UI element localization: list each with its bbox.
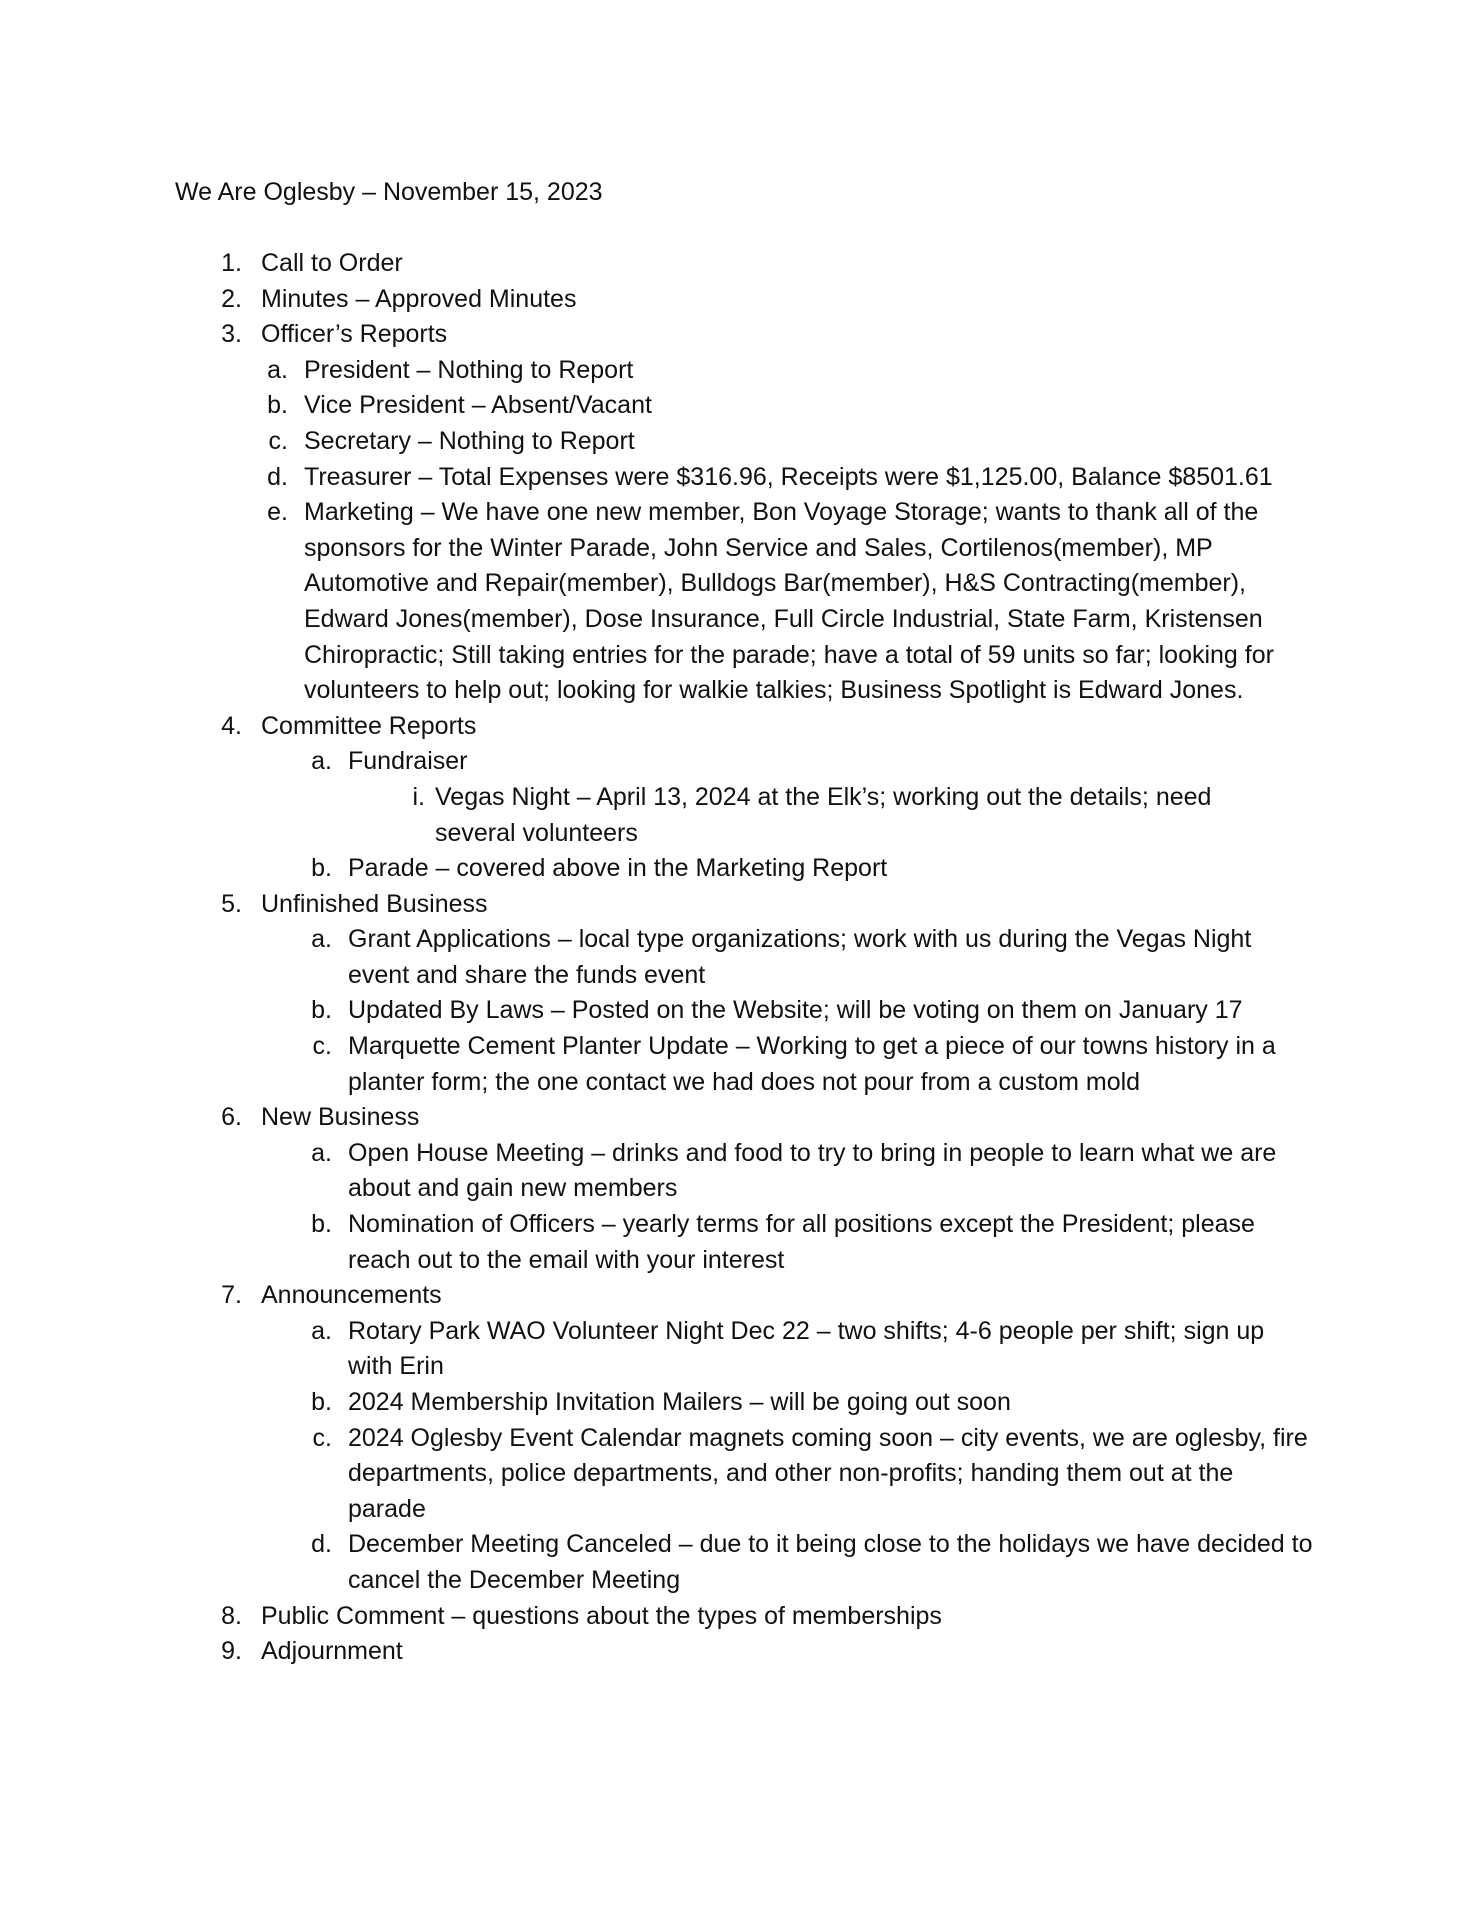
subitem-text: 2024 Oglesby Event Calendar magnets coming soon – city events, we are oglesby, fire departments, police departments, and other non-profits; handing them out at the parade [348,1423,1308,1523]
agenda-subsubitem [0,780,1484,851]
agenda-item [0,1634,1484,1670]
page-title: We Are Oglesby – November 15, 2023 [175,178,603,206]
item-text: Unfinished Business [261,889,488,918]
item-text: Call to Order [261,249,403,277]
agenda-subitem [0,851,1484,887]
item-text: New Business [261,1103,420,1132]
subitem-text: Open House Meeting – drinks and food to try to bring in people to learn what we are about and gain new members [348,1138,1277,1203]
agenda-subitem [0,1421,1484,1528]
item-text: Adjournment [261,1637,403,1666]
agenda-item [0,1100,1484,1136]
subitem-letter: c. [312,1423,332,1452]
item-number: 1. [221,249,242,277]
subitem-text: Grant Applications – local type organizations; work with us during the Vegas Night event and share the funds event [348,925,1252,989]
subitem-letter: b. [311,1210,332,1239]
subitem-text: December Meeting Canceled – due to it being close to the holidays we have decided to cancel the December Meeting [348,1530,1313,1594]
item-number: 6. [221,1103,242,1132]
subitem-letter: a. [311,747,332,776]
subitem-letter: c. [268,426,288,455]
item-number: 8. [221,1601,242,1630]
item-number: 4. [221,711,242,740]
agenda-item [0,1278,1484,1314]
agenda-item [0,1599,1484,1635]
agenda-subitem [0,460,1484,496]
subitem-text: President – Nothing to Report [304,355,634,384]
agenda-subitem [0,744,1484,780]
agenda-subitem [0,1385,1484,1421]
item-text: Minutes – Approved Minutes [261,284,577,313]
subitem-letter: e. [267,498,288,527]
subitem-text: Parade – covered above in the Marketing Report [348,854,888,883]
item-number: 3. [221,320,242,349]
subitem-letter: d. [267,462,288,491]
subitem-letter: a. [311,925,332,954]
item-text: Public Comment – questions about the types of memberships [261,1601,942,1630]
subitem-letter: c. [312,1032,332,1061]
subitem-letter: d. [311,1530,332,1559]
item-number: 2. [221,284,242,313]
agenda-subitem [0,353,1484,389]
agenda-item [0,246,1484,282]
agenda-list [0,246,1484,1670]
subitem-letter: a. [311,1316,332,1345]
item-number: 5. [221,889,242,918]
item-text: Announcements [261,1281,442,1310]
agenda-subitem [0,1527,1484,1598]
agenda-subitem [0,424,1484,460]
subitem-text: Nomination of Officers – yearly terms for all positions except the President; please reach out to the email with your interest [348,1210,1255,1274]
agenda-subitem [0,1136,1484,1207]
agenda-item [0,282,1484,318]
subitem-text: Treasurer – Total Expenses were $316.96, Receipts were $1,125.00, Balance $8501.61 [304,462,1273,491]
item-text: Committee Reports [261,711,477,740]
subitem-letter: a. [311,1138,332,1167]
subitem-letter: b. [311,1388,332,1416]
agenda-subitem [0,1314,1484,1385]
agenda-subitem [0,1029,1484,1100]
subitem-text: Vice President – Absent/Vacant [304,391,652,420]
subitem-text: Rotary Park WAO Volunteer Night Dec 22 – two shifts; 4-6 people per shift; sign up with Erin [348,1316,1265,1381]
subitem-letter: b. [311,854,332,883]
agenda-item [0,317,1484,353]
agenda-subitem [0,993,1484,1029]
item-number: 7. [221,1281,242,1310]
agenda-subitem [0,1207,1484,1278]
subitem-text: 2024 Membership Invitation Mailers – will be going out soon [348,1388,1011,1416]
subitem-text: Marquette Cement Planter Update – Working to get a piece of our towns history in a planter form; the one contact we had does not pour from a custom mold [348,1032,1276,1096]
subitem-text: Marketing – We have one new member, Bon Voyage Storage; wants to thank all of the sponsors for the Winter Parade, John Service and Sales, Cortilenos(member), MP Automotive and Repair(member), Bulldogs Bar(member), H&S Contracting(member), Edward Jones(member), Dose Insurance, Full Circle Industrial, State Farm, Kristensen Chiropractic; Still taking entries for the parade; have a total of 59 units so far; looking for volunteers to help out; looking for walkie talkies; Business Spotlight is Edward Jones. [304,498,1274,705]
subitem-letter: b. [311,996,332,1025]
agenda-subitem [0,922,1484,993]
subitem-text: Fundraiser [348,747,468,776]
agenda-item [0,709,1484,745]
agenda-subitem [0,495,1484,709]
agenda-subitem [0,388,1484,424]
subitem-text: Updated By Laws – Posted on the Website; will be voting on them on January 17 [348,996,1243,1025]
subsubitem-text: Vegas Night – April 13, 2024 at the Elk’s; working out the details; need several volunteers [435,782,1212,847]
subsubitem-numeral: i. [412,782,425,811]
item-number: 9. [221,1637,242,1666]
agenda-item [0,887,1484,923]
subitem-letter: a. [267,355,288,384]
item-text: Officer’s Reports [261,320,448,349]
subitem-letter: b. [267,391,288,420]
subitem-text: Secretary – Nothing to Report [304,426,635,455]
